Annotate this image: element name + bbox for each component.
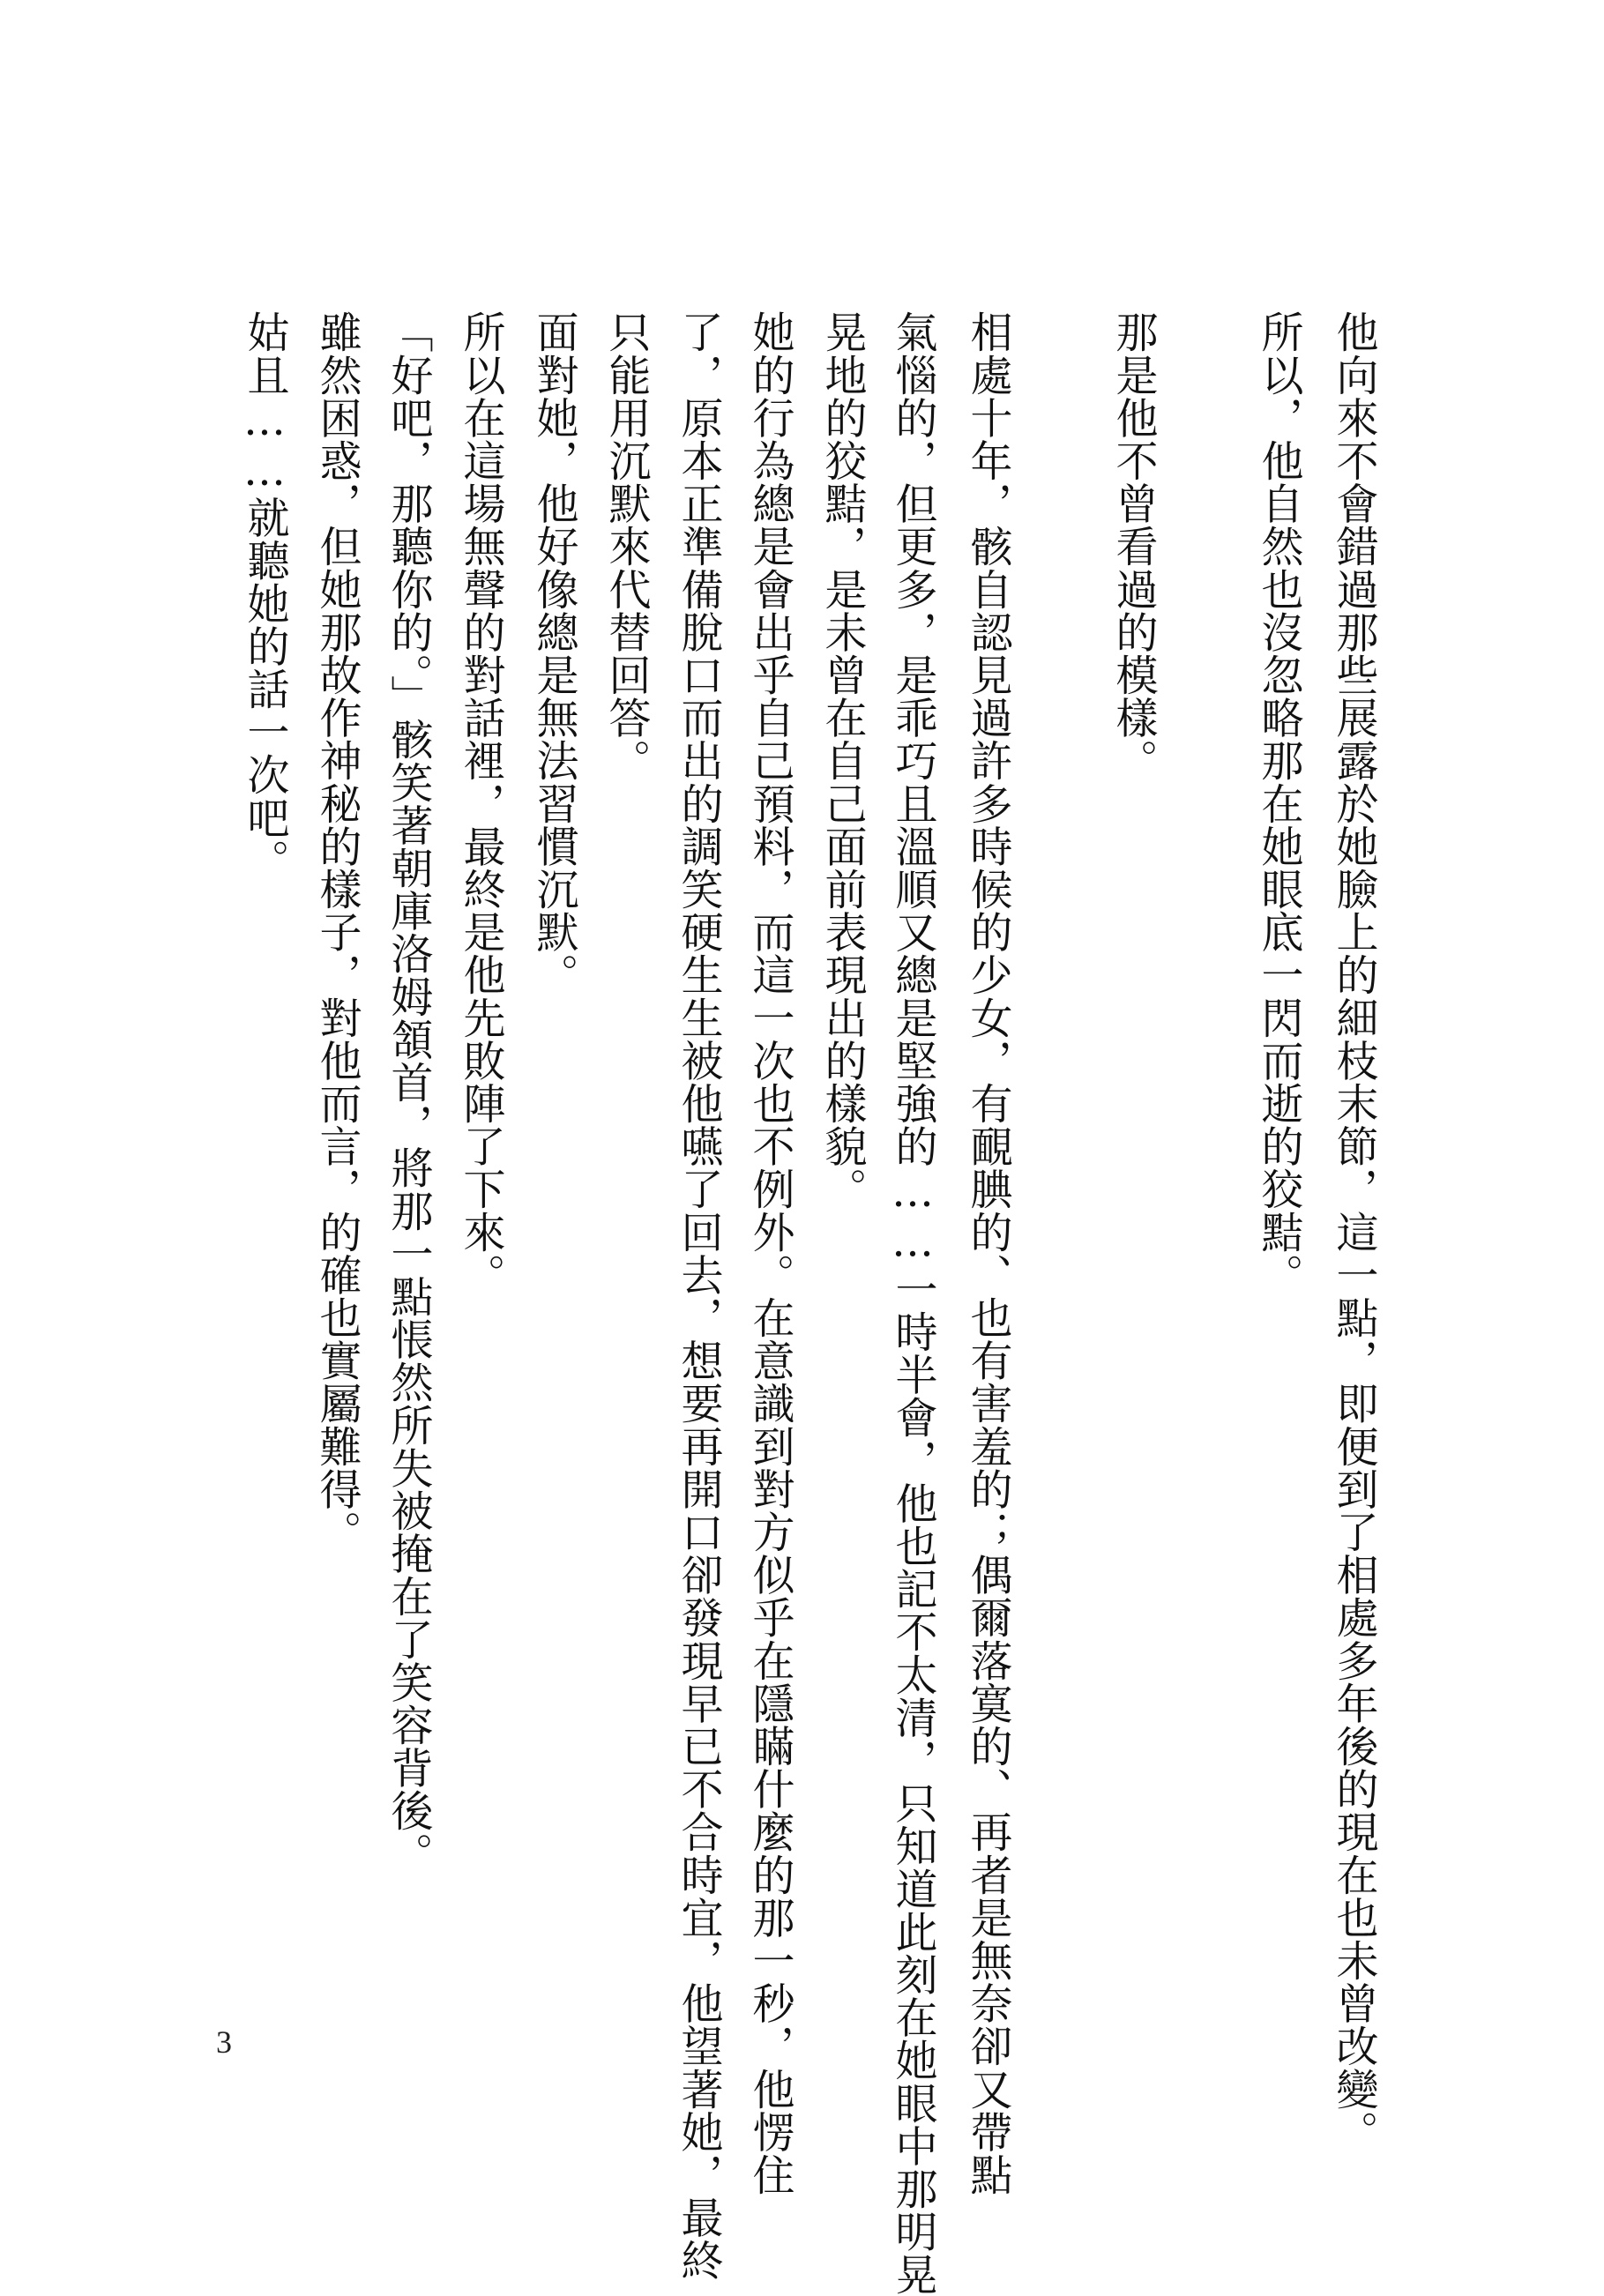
paragraph-12: 面對她，他好像總是無法習慣沉默。 bbox=[529, 310, 578, 996]
paragraph-10: 了，原本正準備脫口而出的調笑硬生生被他嚥了回去，想要再開口卻發現早已不合時宜，他望著她，最終 bbox=[674, 310, 723, 2282]
paragraph-6: 相處十年，骸自認見過許多時候的少女，有靦腆的、也有害羞的；偶爾落寞的、再者是無奈卻又帶點 bbox=[963, 310, 1012, 2196]
paragraph-16: 姑且……就聽她的話一次吧。 bbox=[240, 310, 289, 882]
paragraph-15: 雖然困惑，但她那故作神秘的樣子，對他而言，的確也實屬難得。 bbox=[312, 310, 362, 1554]
paragraph-2: 所以，他自然也沒忽略那在她眼底一閃而逝的狡黠。 bbox=[1254, 310, 1303, 1296]
paragraph-9: 她的行為總是會出乎自己預料，而這一次也不例外。在意識到對方似乎在隱瞞什麼的那一秒，他愣住 bbox=[745, 310, 795, 2196]
paragraph-11: 只能用沉默來代替回答。 bbox=[601, 310, 651, 782]
paragraph-1: 他向來不會錯過那些展露於她臉上的細枝末節，這一點，即便到了相處多年後的現在也未曾改變。 bbox=[1329, 310, 1378, 2153]
page-number: 3 bbox=[216, 2024, 232, 2060]
paragraph-8: 晃地的狡黠，是未曾在自己面前表現出的樣貌。 bbox=[817, 310, 867, 1211]
paragraph-13: 所以在這場無聲的對話裡，最終是他先敗陣了下來。 bbox=[456, 310, 505, 1296]
paragraph-7: 氣惱的，但更多，是乖巧且溫順又總是堅強的……一時半會，他也記不太清，只知道此刻在她眼中那明晃 bbox=[888, 310, 937, 2296]
paragraph-14: 「好吧，那聽你的。」骸笑著朝庫洛姆頷首，將那一點悵然所失被掩在了笑容背後。 bbox=[384, 310, 433, 1875]
paragraph-4: 那是他不曾看過的模樣。 bbox=[1108, 310, 1158, 782]
